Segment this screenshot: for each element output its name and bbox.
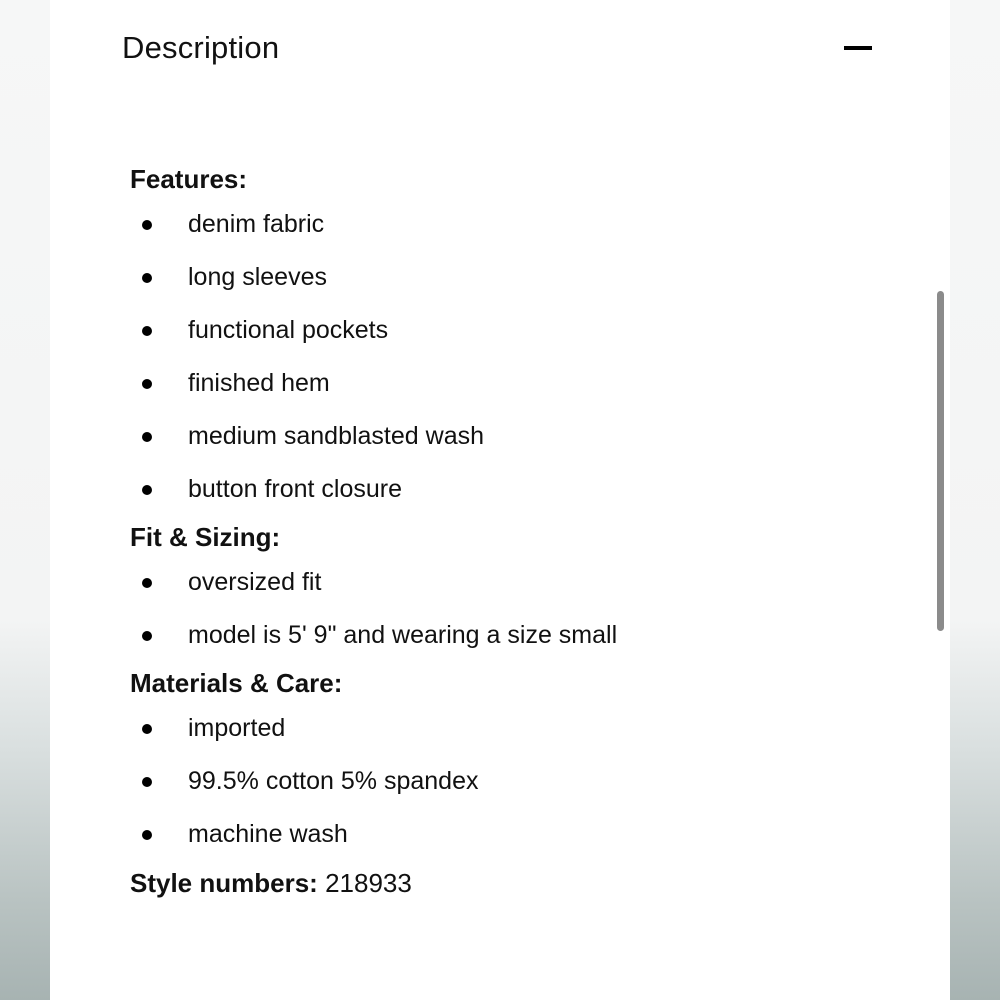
bullet-icon [142,830,152,840]
materials-care-heading: Materials & Care: [130,668,343,698]
bullet-icon [142,631,152,641]
fit-sizing-heading: Fit & Sizing: [130,522,281,552]
bullet-icon [142,578,152,588]
description-title: Description [122,30,280,65]
list-item: button front closure [130,463,850,516]
list-item: medium sandblasted wash [130,410,850,463]
description-content [130,160,850,905]
fit-sizing-list [130,556,850,662]
scrollbar-thumb[interactable] [937,291,944,631]
list-item: machine wash [130,808,850,861]
bullet-icon [142,273,152,283]
list-item: finished hem [130,357,850,410]
minus-icon[interactable] [844,46,872,50]
description-panel [50,0,950,1000]
materials-care-list [130,702,850,861]
list-item: long sleeves [130,251,850,304]
list-item: imported [130,702,850,755]
features-heading: Features: [130,164,248,194]
description-accordion-header[interactable] [122,28,872,68]
list-item: 99.5% cotton 5% spandex [130,755,850,808]
style-numbers-label: Style numbers: [130,868,318,898]
list-item: model is 5' 9" and wearing a size small [130,609,850,662]
bullet-icon [142,220,152,230]
list-item: denim fabric [130,198,850,251]
bullet-icon [142,379,152,389]
bullet-icon [142,432,152,442]
style-numbers [130,861,850,905]
style-numbers-value: 218933 [325,868,412,898]
bullet-icon [142,777,152,787]
list-item: oversized fit [130,556,850,609]
list-item: functional pockets [130,304,850,357]
bullet-icon [142,485,152,495]
bullet-icon [142,724,152,734]
features-list [130,198,850,516]
bullet-icon [142,326,152,336]
